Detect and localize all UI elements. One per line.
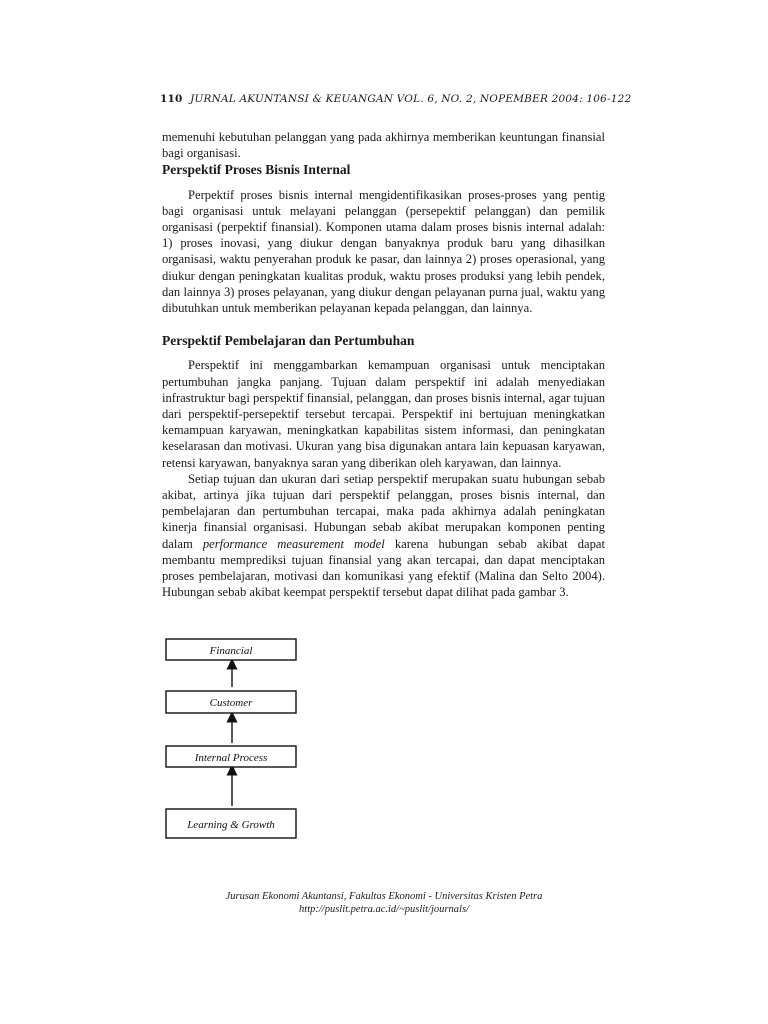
box-financial bbox=[166, 639, 296, 660]
box-internal-process bbox=[166, 746, 296, 767]
box-label-financial: Financial bbox=[209, 645, 253, 657]
paragraph-learning-growth: Perspektif ini menggambarkan kemampuan organisasi untuk menciptakan pertumbuhan jangka panjang. Tujuan dalam perspektif ini adalah menyediakan infrastruktur bagi perspektif finansial, pelanggan, dan proses bisnis internal, agar tujuan dari perspektif-persepektif tersebut tercapai. Perspektif ini bertujuan meningkatkan kemampuan karyawan, meningkatkan kapabilitas sistem informasi, dan peningkatan keselarasan dan motivasi. Ukuran yang bisa digunakan antara lain kepuasan karyawan, retensi karyawan, banyaknya saran yang diberikan oleh karyawan, dan lainnya. bbox=[162, 358, 605, 470]
page-footer bbox=[0, 890, 768, 916]
paragraph-internal-process: Perpektif proses bisnis internal mengidentifikasikan proses-proses yang pentig bagi organisasi untuk melayani pelanggan (persepektif pelanggan) dan pemilik organisasi (perpektif finansial). Komponen utama dalam proses bisnis internal adalah: 1) proses inovasi, yang diukur dengan banyaknya produk baru yang dihasilkan organisasi, waktu penyerahan produk ke pasar, dan lainnya 2) proses operasional, yang diukur dengan peningkatan kualitas produk, waktu proses produksi yang lebih pendek, dan lainnya 3) proses pelayanan, yang diukur dengan pelayanan purna jual, waktu yang dibutuhkan untuk memberikan pelayanan kepada pelanggan, dan lainnya. bbox=[162, 187, 605, 316]
heading-learning-growth: Perspektif Pembelajaran dan Pertumbuhan bbox=[162, 333, 415, 349]
intro-paragraph: memenuhi kebutuhan pelanggan yang pada akhirnya memberikan keuntungan finansial bagi organisasi. bbox=[162, 130, 605, 161]
footer-url: http://puslit.petra.ac.id/~puslit/journals/ bbox=[299, 904, 469, 915]
causal-text-part2: karena hubungan sebab akibat dapat membantu memprediksi tujuan finansial yang akan tercapai, dan dapat menciptakan proses pembelajaran, motivasi dan komunikasi yang efektif (Malina dan Selto 2004). Hubungan sebab akibat keempat perspektif tersebut dapat dilihat pada gambar 3. bbox=[162, 536, 606, 600]
causal-diagram bbox=[164, 637, 300, 842]
journal-title: JURNAL AKUNTANSI & KEUANGAN VOL. 6, NO. 2, NOPEMBER 2004: 106-122 bbox=[190, 93, 632, 105]
page-number: 110 bbox=[160, 93, 183, 105]
box-label-customer: Customer bbox=[209, 697, 253, 709]
article-body bbox=[162, 129, 605, 600]
heading-internal-process: Perspektif Proses Bisnis Internal bbox=[162, 162, 351, 178]
box-label-internal-process: Internal Process bbox=[194, 752, 268, 764]
box-customer bbox=[166, 691, 296, 713]
paragraph-causal-relationship bbox=[162, 471, 605, 601]
causal-text-part1: Setiap tujuan dan ukuran dari setiap perspektif merupakan suatu hubungan sebab akibat, artinya jika tujuan dari perspektif pelanggan, proses bisnis internal, dan pembelajaran dan pertumbuhan tercapai, maka pada akhirnya adalah peningkatan kinerja finansial organisasi. Hubungan sebab akibat merupakan komponen penting dalam bbox=[162, 471, 605, 551]
causal-text-italic: performance measurement model bbox=[202, 536, 385, 551]
footer-institution: Jurusan Ekonomi Akuntansi, Fakultas Ekonomi - Universitas Kristen Petra bbox=[225, 891, 543, 902]
box-label-learning-growth: Learning & Growth bbox=[187, 819, 275, 831]
box-learning-growth bbox=[166, 809, 296, 838]
running-header bbox=[160, 93, 631, 105]
